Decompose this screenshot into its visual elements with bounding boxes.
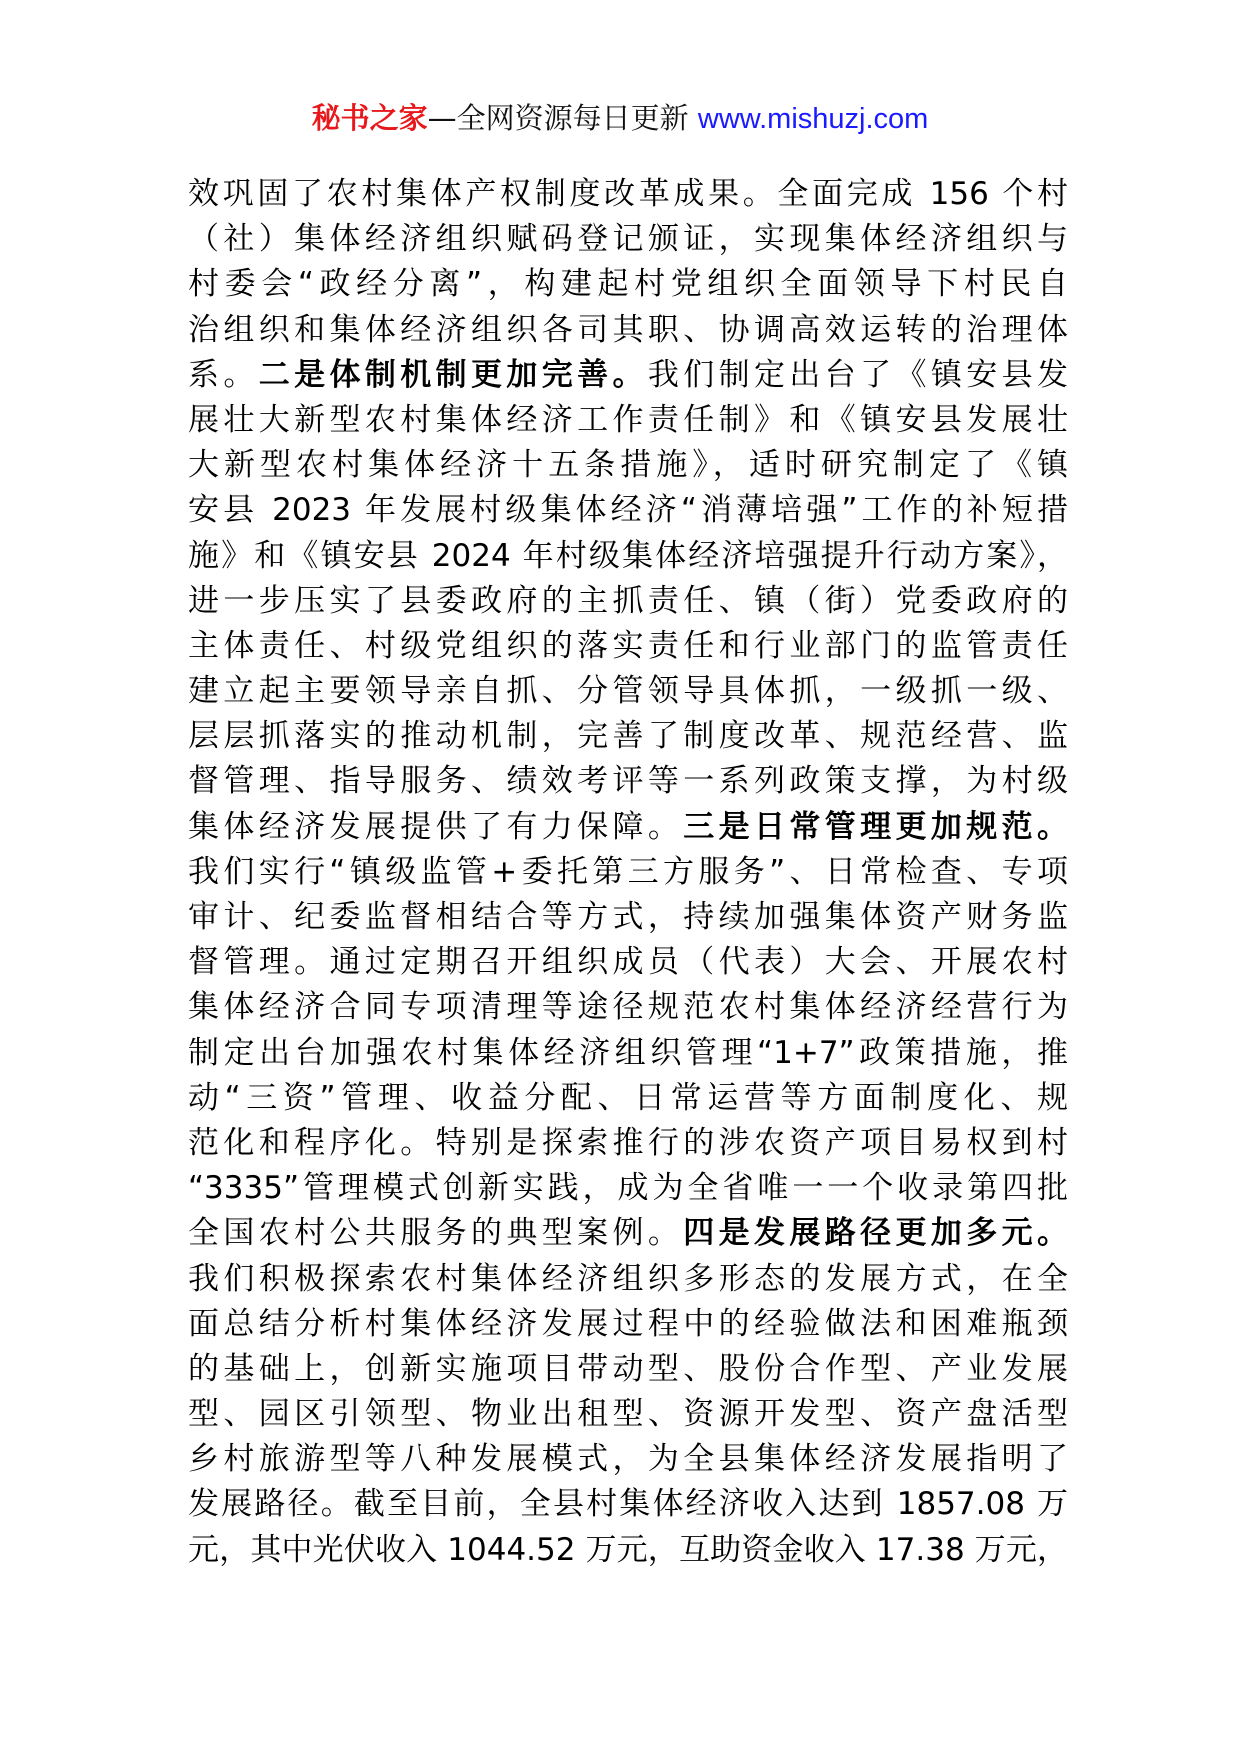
text-line [188, 805, 1068, 850]
body-text-segment: 治组织和集体经济组织各司其职、协调高效运转的治理体 [188, 311, 1068, 348]
body-text-segment: 进一步压实了县委政府的主抓责任、镇（街）党委政府的 [188, 582, 1068, 619]
body-text-segment: 我们制定出台了《镇安县发 [647, 356, 1068, 393]
text-line [188, 714, 1068, 759]
body-text-segment: 层层抓落实的推动机制，完善了制度改革、规范经营、监 [188, 718, 1068, 755]
body-text-segment: 效巩固了农村集体产权制度改革成果。全面完成 156 个村 [188, 176, 1068, 212]
text-line [188, 443, 1068, 488]
body-text-segment: 乡村旅游型等八种发展模式，为全县集体经济发展指明了 [188, 1441, 1068, 1478]
body-text-segment: 型、园区引领型、物业出租型、资源开发型、资产盘活型 [188, 1396, 1068, 1433]
body-text-segment: 元，其中光伏收入 1044.52 万元，互助资金收入 17.38 万元， [188, 1531, 1068, 1568]
body-text-segment: 村委会“政经分离”，构建起村党组织全面领导下村民自 [188, 266, 1068, 303]
body-text-segment: 我们积极探索农村集体经济组织多形态的发展方式，在全 [188, 1260, 1068, 1297]
bold-heading-text: 四是发展路径更加多元。 [683, 1215, 1068, 1252]
site-url-link[interactable]: www.mishuzj.com [697, 103, 929, 135]
text-line [188, 579, 1068, 624]
body-text-segment: 我们实行“镇级监管+委托第三方服务”、日常检查、专项 [188, 853, 1068, 890]
body-text-segment: 系。 [188, 356, 259, 393]
text-line [188, 759, 1068, 804]
text-line [188, 940, 1068, 985]
text-line [188, 217, 1068, 262]
bold-heading-text: 三是日常管理更加规范。 [683, 808, 1068, 845]
text-line [188, 1302, 1068, 1347]
text-line [188, 1437, 1068, 1482]
text-line [188, 1076, 1068, 1121]
body-text-segment: 集体经济合同专项清理等途径规范农村集体经济经营行为 [188, 989, 1068, 1026]
body-text-segment: “3335”管理模式创新实践，成为全省唯一一个收录第四批 [188, 1170, 1068, 1207]
site-header [0, 98, 1240, 139]
body-text-segment: 督管理。通过定期召开组织成员（代表）大会、开展农村 [188, 944, 1068, 981]
text-line [188, 534, 1068, 579]
text-line [188, 262, 1068, 307]
text-line [188, 1347, 1068, 1392]
body-text-segment: 审计、纪委监督相结合等方式，持续加强集体资产财务监 [188, 899, 1068, 935]
text-line [188, 1031, 1068, 1076]
text-line [188, 895, 1068, 940]
body-text-segment: 主体责任、村级党组织的落实责任和行业部门的监管责任 [188, 627, 1068, 664]
site-brand: 秘书之家 [311, 101, 428, 135]
text-line [188, 850, 1068, 895]
document-body [188, 172, 1068, 1573]
text-line [188, 308, 1068, 353]
text-line [188, 1121, 1068, 1166]
bold-heading-text: 二是体制机制更加完善。 [258, 356, 648, 393]
text-line [188, 1166, 1068, 1211]
body-text-segment: 制定出台加强农村集体经济组织管理“1+7”政策措施，推 [188, 1034, 1068, 1071]
body-text-segment: 集体经济发展提供了有力保障。 [188, 808, 684, 845]
text-line [188, 985, 1068, 1030]
text-line [188, 1211, 1068, 1256]
body-text-segment: 大新型农村集体经济十五条措施》，适时研究制定了《镇 [188, 447, 1068, 484]
body-text-segment: 发展路径。截至目前，全县村集体经济收入达到 1857.08 万 [188, 1486, 1068, 1523]
body-text-segment: 展壮大新型农村集体经济工作责任制》和《镇安县发展壮 [188, 401, 1068, 438]
text-line [188, 488, 1068, 533]
text-line [188, 669, 1068, 714]
body-text-segment: 安县 2023 年发展村级集体经济“消薄培强”工作的补短措 [188, 492, 1068, 529]
body-text-segment: 的基础上，创新实施项目带动型、股份合作型、产业发展 [188, 1350, 1068, 1387]
body-text-segment: 施》和《镇安县 2024 年村级集体经济培强提升行动方案》， [188, 537, 1068, 574]
text-line [188, 1528, 1068, 1573]
body-text-segment: 建立起主要领导亲自抓、分管领导具体抓，一级抓一级、 [188, 673, 1068, 710]
text-line [188, 1482, 1068, 1527]
site-tagline: —全网资源每日更新 [427, 101, 698, 135]
text-line [188, 624, 1068, 669]
body-text-segment: 督管理、指导服务、绩效考评等一系列政策支撑，为村级 [188, 763, 1068, 800]
text-line [188, 1257, 1068, 1302]
text-line [188, 353, 1068, 398]
body-text-segment: 动“三资”管理、收益分配、日常运营等方面制度化、规 [188, 1079, 1068, 1116]
body-text-segment: 面总结分析村集体经济发展过程中的经验做法和困难瓶颈 [188, 1305, 1068, 1342]
body-text-segment: 全国农村公共服务的典型案例。 [188, 1215, 684, 1252]
body-text-segment: （社）集体经济组织赋码登记颁证，实现集体经济组织与 [188, 221, 1068, 258]
body-text-segment: 范化和程序化。特别是探索推行的涉农资产项目易权到村 [188, 1124, 1068, 1161]
text-line [188, 398, 1068, 443]
text-line [188, 172, 1068, 217]
text-line [188, 1392, 1068, 1437]
